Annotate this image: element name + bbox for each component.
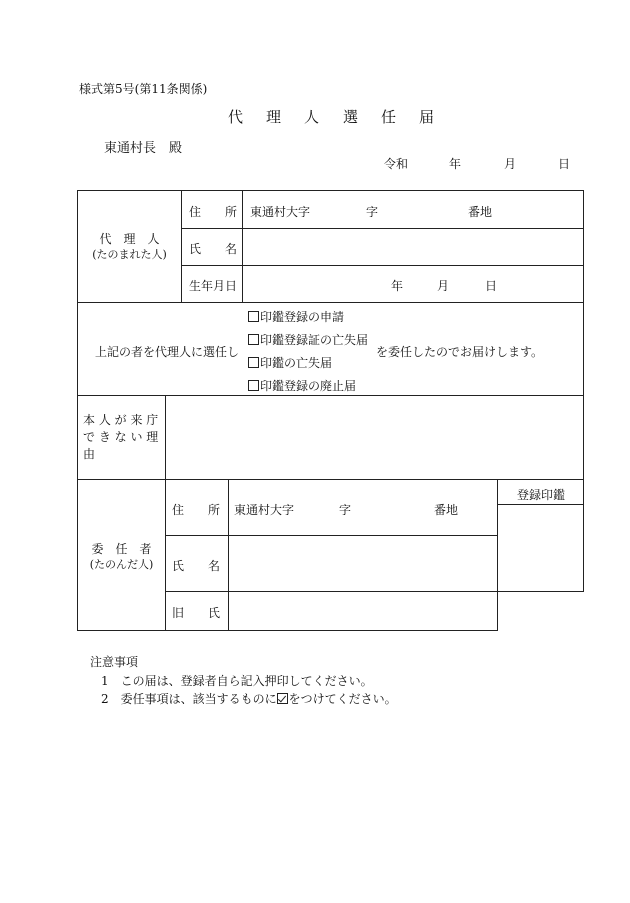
addressee: 東通村長 殿 [104, 141, 183, 156]
reason-label-line1: 本 人 が 来 庁 [83, 413, 159, 427]
note-number: 2 [101, 692, 109, 706]
agent-name-field[interactable] [244, 230, 582, 264]
checkbox-icon[interactable] [248, 380, 259, 391]
agent-birth-field[interactable] [244, 267, 582, 301]
agent-birth-day-label: 日 [485, 279, 498, 293]
title-char: 選 [343, 108, 359, 126]
form-code: 様式第5号(第11条関係) [79, 82, 208, 96]
date-era: 令和 [384, 157, 409, 171]
table-border [77, 479, 584, 480]
table-border [497, 479, 498, 631]
table-border [228, 479, 229, 631]
checkmark-icon [277, 693, 288, 704]
delegation-option-label: 印鑑の亡失届 [260, 356, 333, 370]
reason-field[interactable] [167, 397, 582, 478]
table-border [497, 504, 584, 505]
agent-label [78, 231, 181, 263]
principal-name-field[interactable] [230, 537, 495, 589]
note-text: をつけてください。 [288, 692, 397, 706]
delegation-option[interactable] [248, 377, 356, 394]
agent-address-aza: 字 [366, 205, 379, 219]
principal-label [78, 541, 165, 573]
agent-address-banchi: 番地 [468, 205, 493, 219]
title-char: 人 [304, 108, 320, 126]
note-text: この届は、登録者自ら記入押印してください。 [120, 674, 373, 688]
checkbox-icon[interactable] [248, 357, 259, 368]
table-border [77, 302, 584, 303]
principal-address-prefix: 東通村大字 [234, 503, 295, 517]
principal-former-name-field[interactable] [230, 593, 495, 629]
date-year-field[interactable] [413, 152, 447, 170]
principal-former-name-label: 旧 氏 [172, 606, 221, 620]
checkbox-icon[interactable] [248, 334, 259, 345]
agent-address-label: 住 所 [189, 205, 238, 219]
principal-oaza-field[interactable] [294, 482, 336, 533]
table-border [583, 190, 584, 592]
seal-label: 登録印鑑 [517, 488, 566, 502]
agent-label-line1: 代 理 人 [99, 232, 160, 246]
table-border [77, 630, 497, 631]
seal-area[interactable] [499, 506, 582, 590]
agent-label-line2: (たのまれた人) [92, 248, 167, 261]
reason-label [83, 412, 158, 463]
table-border [242, 190, 243, 302]
delegation-option[interactable] [248, 331, 368, 348]
agent-birth-label: 生年月日 [189, 279, 238, 293]
principal-name-label: 氏 名 [172, 559, 221, 573]
note-text: 委任事項は、該当するものに [120, 692, 277, 706]
agent-name-label: 氏 名 [189, 242, 238, 256]
note-item [101, 672, 373, 689]
agent-banchi-field[interactable] [380, 193, 465, 225]
title-char: 任 [381, 108, 397, 126]
delegation-option-label: 印鑑登録証の亡失届 [260, 333, 369, 347]
principal-address-label: 住 所 [172, 503, 221, 517]
delegation-option[interactable] [248, 308, 344, 325]
principal-label-line2: (たのんだ人) [89, 558, 154, 571]
note-item [101, 690, 397, 707]
principal-address-aza: 字 [339, 503, 352, 517]
date-month-field[interactable] [462, 152, 502, 170]
principal-label-line1: 委 任 者 [91, 542, 152, 556]
date-day-label: 日 [558, 157, 571, 171]
reason-label-line3: 由 [83, 447, 96, 461]
agent-birth-month-label: 月 [437, 279, 450, 293]
date-year-label: 年 [449, 157, 462, 171]
agent-oaza-field[interactable] [310, 193, 360, 225]
table-border [77, 395, 584, 396]
checkbox-icon[interactable] [248, 311, 259, 322]
delegation-option[interactable] [248, 354, 332, 371]
delegation-tail: を委任したのでお届けします。 [376, 345, 544, 359]
date-day-field[interactable] [517, 152, 557, 170]
table-border [181, 190, 182, 302]
delegation-option-label: 印鑑登録の廃止届 [260, 379, 357, 393]
date-month-label: 月 [504, 157, 517, 171]
title-char: 代 [228, 108, 244, 126]
agent-address-prefix: 東通村大字 [250, 205, 311, 219]
principal-banchi-field[interactable] [354, 482, 432, 533]
table-border [165, 535, 497, 536]
notes-heading: 注意事項 [90, 655, 139, 669]
title-char: 理 [266, 108, 282, 126]
table-border [77, 190, 584, 191]
delegation-option-label: 印鑑登録の申請 [260, 310, 345, 324]
delegation-lead: 上記の者を代理人に選任し [95, 345, 240, 359]
table-border [165, 395, 166, 631]
note-number: 1 [101, 674, 109, 688]
principal-address-banchi: 番地 [434, 503, 459, 517]
title-char: 届 [419, 108, 435, 126]
reason-label-line2: で き な い 理 [83, 430, 159, 444]
agent-birth-year-label: 年 [391, 279, 404, 293]
